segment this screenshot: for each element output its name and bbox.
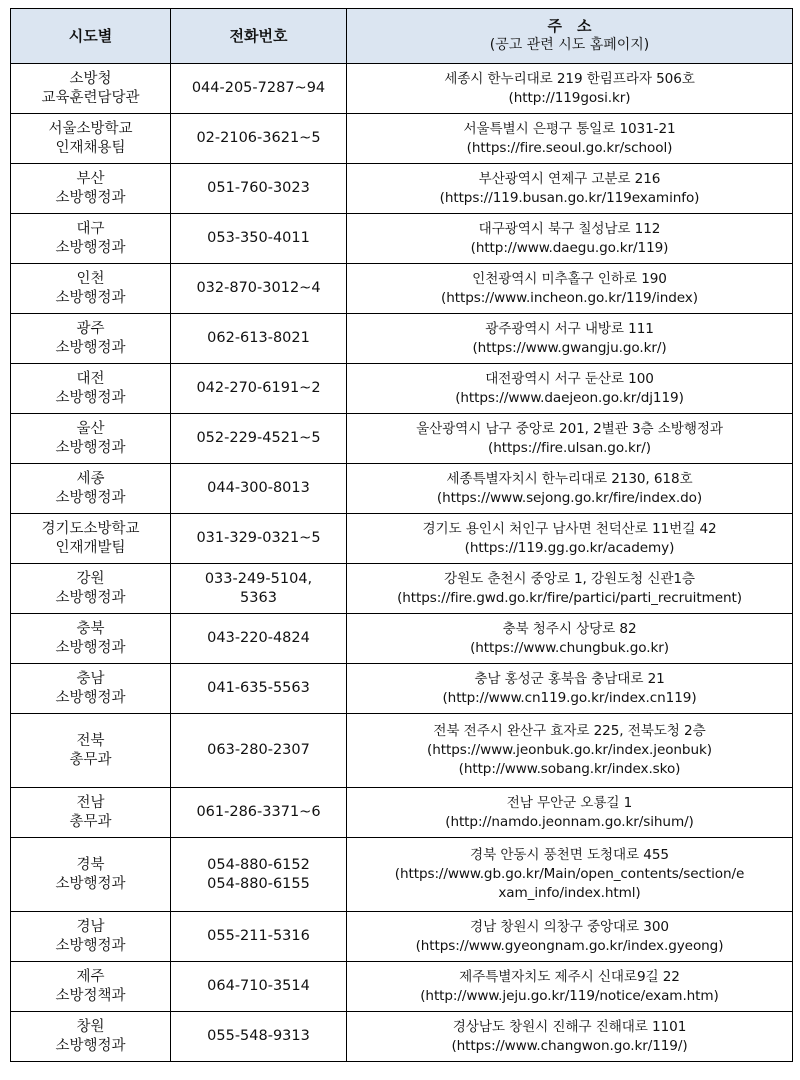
phone-cell-line: 031-329-0321~5 [196, 530, 321, 546]
table-row [11, 838, 793, 912]
phone-cell [171, 912, 347, 962]
region-cell-line: 소방청 [69, 70, 112, 87]
address-cell-line: 경기도 용인시 처인구 남사면 천덕산로 11번길 42 [422, 520, 717, 537]
region-cell-line: 창원 [76, 1018, 105, 1035]
address-cell-line[interactable]: xam_info/index.html) [498, 885, 641, 901]
phone-cell [171, 714, 347, 788]
region-cell-line: 울산 [76, 420, 105, 437]
address-cell-line[interactable]: (http://www.daegu.go.kr/119) [470, 239, 669, 256]
table-row [11, 514, 793, 564]
phone-cell [171, 838, 347, 912]
header-phone: 전화번호 [171, 9, 347, 64]
phone-cell [171, 114, 347, 164]
address-cell [347, 838, 793, 912]
address-cell-line: 서울특별시 은평구 통일로 1031-21 [463, 120, 676, 137]
region-cell-line: 소방행정과 [55, 689, 126, 706]
address-cell-line[interactable]: (https://www.gyeongnam.go.kr/index.gyeong) [415, 937, 724, 954]
address-cell [347, 1012, 793, 1062]
table-row [11, 414, 793, 464]
phone-cell-line: 042-270-6191~2 [196, 380, 321, 396]
phone-cell [171, 414, 347, 464]
region-cell [11, 64, 171, 114]
address-cell-line[interactable]: (http://www.jeju.go.kr/119/notice/exam.htm) [420, 987, 719, 1004]
phone-cell-line: 063-280-2307 [207, 742, 310, 758]
address-cell-line: 전남 무안군 오룡길 1 [506, 794, 633, 811]
region-cell [11, 614, 171, 664]
phone-cell-line: 061-286-3371~6 [196, 804, 321, 820]
region-cell-line: 인재개발팀 [55, 539, 126, 556]
region-cell-line: 전남 [76, 794, 105, 811]
table-row [11, 564, 793, 614]
region-cell-line: 총무과 [69, 751, 112, 768]
region-cell-line: 소방행정과 [55, 489, 126, 506]
address-cell-line: 전북 전주시 완산구 효자로 225, 전북도청 2층 [433, 723, 706, 739]
region-cell [11, 1012, 171, 1062]
region-cell [11, 114, 171, 164]
region-cell-line: 충남 [76, 670, 105, 687]
region-cell-line: 인재채용팀 [55, 139, 126, 156]
region-cell-line: 제주 [76, 968, 105, 985]
region-cell-line: 경기도소방학교 [41, 520, 140, 537]
region-cell-line: 대구 [76, 220, 105, 237]
region-cell-line: 경남 [76, 918, 105, 935]
region-cell-line: 부산 [76, 170, 105, 187]
phone-cell [171, 64, 347, 114]
address-cell-line[interactable]: (https://fire.seoul.go.kr/school) [466, 139, 673, 156]
address-cell-line[interactable]: (https://www.daejeon.go.kr/dj119) [455, 389, 684, 406]
phone-cell [171, 164, 347, 214]
address-cell-line[interactable]: (http://www.cn119.go.kr/index.cn119) [442, 689, 697, 706]
address-cell-line: 부산광역시 연제구 고분로 216 [478, 170, 661, 187]
address-cell-line[interactable]: (https://www.gb.go.kr/Main/open_contents/section/e [394, 866, 745, 882]
address-cell-line: 울산광역시 남구 중앙로 201, 2별관 3층 소방행정과 [416, 420, 723, 437]
phone-cell [171, 264, 347, 314]
region-cell-line: 전북 [76, 732, 105, 749]
address-cell-line[interactable]: (https://www.sejong.go.kr/fire/index.do) [436, 489, 703, 506]
address-cell-line: 경남 창원시 의창구 중앙대로 300 [470, 918, 669, 935]
address-cell-line: 대구광역시 북구 칠성남로 112 [478, 220, 661, 237]
address-cell-line: 충북 청주시 상당로 82 [502, 620, 637, 637]
address-cell [347, 962, 793, 1012]
phone-cell-line: 051-760-3023 [207, 180, 310, 196]
region-cell-line: 인천 [76, 270, 105, 287]
phone-cell [171, 564, 347, 614]
address-cell [347, 214, 793, 264]
address-cell-line[interactable]: (https://www.changwon.go.kr/119/) [451, 1037, 688, 1054]
phone-cell [171, 614, 347, 664]
region-cell [11, 264, 171, 314]
phone-cell [171, 364, 347, 414]
address-cell [347, 514, 793, 564]
address-cell-line[interactable]: (https://www.chungbuk.go.kr) [470, 639, 669, 656]
address-cell [347, 414, 793, 464]
region-cell-line: 강원 [76, 570, 105, 587]
phone-cell-line: 054-880-6152 [207, 856, 310, 873]
table-row [11, 164, 793, 214]
address-cell [347, 788, 793, 838]
address-cell-line: 강원도 춘천시 중앙로 1, 강원도청 신관1층 [444, 570, 695, 587]
address-cell-line[interactable]: (http://www.sobang.kr/index.sko) [458, 761, 681, 777]
header-region: 시도별 [11, 9, 171, 64]
table-header-row [11, 9, 793, 64]
region-cell [11, 714, 171, 788]
table-row [11, 314, 793, 364]
region-cell [11, 514, 171, 564]
address-cell-line: 광주광역시 서구 내방로 111 [485, 320, 654, 337]
address-cell-line[interactable]: (http://namdo.jeonnam.go.kr/sihum/) [445, 813, 694, 830]
address-cell-line: 경북 안동시 풍천면 도청대로 455 [470, 847, 669, 863]
address-cell-line: 인천광역시 미추홀구 인하로 190 [472, 270, 667, 287]
phone-cell-line: 054-880-6155 [207, 875, 310, 892]
contact-table-container [10, 8, 792, 1062]
address-cell [347, 464, 793, 514]
region-cell [11, 788, 171, 838]
phone-cell [171, 664, 347, 714]
address-cell-line: 세종특별자치시 한누리대로 2130, 618호 [446, 470, 693, 487]
table-row [11, 214, 793, 264]
phone-cell-line: 5363 [240, 589, 277, 606]
region-cell-line: 경북 [76, 856, 105, 873]
region-cell-line: 총무과 [69, 813, 112, 830]
address-cell [347, 564, 793, 614]
address-cell [347, 364, 793, 414]
phone-cell [171, 788, 347, 838]
table-row [11, 364, 793, 414]
region-cell [11, 838, 171, 912]
phone-cell [171, 314, 347, 364]
region-cell-line: 교육훈련담당관 [41, 89, 140, 106]
region-cell [11, 314, 171, 364]
region-cell-line: 광주 [76, 320, 105, 337]
region-cell-line: 소방행정과 [55, 875, 126, 892]
header-address [347, 9, 793, 64]
table-row [11, 114, 793, 164]
region-cell-line: 소방행정과 [55, 239, 126, 256]
region-cell-line: 소방행정과 [55, 189, 126, 206]
region-cell-line: 소방행정과 [55, 289, 126, 306]
address-cell [347, 114, 793, 164]
phone-cell-line: 055-211-5316 [207, 928, 310, 944]
phone-cell [171, 962, 347, 1012]
phone-cell [171, 464, 347, 514]
address-cell-line: 경상남도 창원시 진해구 진해대로 1101 [452, 1018, 687, 1035]
phone-cell-line: 055-548-9313 [207, 1028, 310, 1044]
table-row [11, 714, 793, 788]
region-cell-line: 서울소방학교 [48, 120, 133, 137]
region-cell-line: 충북 [76, 620, 105, 637]
address-cell-line[interactable]: (https://www.jeonbuk.go.kr/index.jeonbuk) [427, 742, 712, 758]
header-address-title: 주 소 [547, 17, 592, 35]
address-cell [347, 614, 793, 664]
table-body [11, 64, 793, 1062]
address-cell-line: 충남 홍성군 홍북읍 충남대로 21 [474, 670, 665, 687]
address-cell-line[interactable]: (https://fire.ulsan.go.kr/) [488, 439, 651, 456]
region-cell-line: 소방행정과 [55, 1037, 126, 1054]
phone-cell-line: 041-635-5563 [207, 680, 310, 696]
region-cell [11, 962, 171, 1012]
region-cell-line: 소방정책과 [55, 987, 126, 1004]
region-cell [11, 664, 171, 714]
table-row [11, 962, 793, 1012]
address-cell [347, 64, 793, 114]
region-cell-line: 소방행정과 [55, 389, 126, 406]
address-cell [347, 314, 793, 364]
region-cell-line: 소방행정과 [55, 639, 126, 656]
table-row [11, 788, 793, 838]
address-cell-line: 제주특별자치도 제주시 신대로9길 22 [459, 968, 680, 985]
table-row [11, 264, 793, 314]
phone-cell-line: 033-249-5104, [204, 570, 313, 587]
address-cell-line[interactable]: (https://119.busan.go.kr/119examinfo) [439, 189, 700, 206]
region-cell-line: 대전 [76, 370, 105, 387]
header-address-subtitle: (공고 관련 시도 홈페이지) [489, 37, 650, 53]
address-cell-line[interactable]: (https://www.gwangju.go.kr/) [472, 339, 667, 356]
phone-cell-line: 053-350-4011 [207, 230, 310, 246]
address-cell [347, 664, 793, 714]
address-cell [347, 164, 793, 214]
table-row [11, 912, 793, 962]
table-row [11, 64, 793, 114]
phone-cell [171, 514, 347, 564]
phone-cell [171, 214, 347, 264]
region-cell [11, 214, 171, 264]
address-cell-line: 세종시 한누리대로 219 한림프라자 506호 [444, 70, 695, 87]
phone-cell-line: 052-229-4521~5 [196, 430, 321, 446]
table-row [11, 614, 793, 664]
region-cell-line: 세종 [76, 470, 105, 487]
phone-cell-line: 044-300-8013 [207, 480, 310, 496]
phone-cell-line: 043-220-4824 [207, 630, 310, 646]
region-cell-line: 소방행정과 [55, 339, 126, 356]
region-cell [11, 464, 171, 514]
region-cell [11, 364, 171, 414]
address-cell-line: 대전광역시 서구 둔산로 100 [485, 370, 654, 387]
table-row [11, 664, 793, 714]
region-cell [11, 564, 171, 614]
region-cell-line: 소방행정과 [55, 589, 126, 606]
address-cell-line[interactable]: (http://119gosi.kr) [508, 89, 631, 106]
phone-cell-line: 032-870-3012~4 [196, 280, 321, 296]
address-cell [347, 714, 793, 788]
phone-cell-line: 062-613-8021 [207, 330, 310, 346]
phone-cell [171, 1012, 347, 1062]
region-cell-line: 소방행정과 [55, 439, 126, 456]
phone-cell-line: 044-205-7287~94 [191, 80, 326, 96]
phone-cell-line: 064-710-3514 [207, 978, 310, 994]
table-row [11, 1012, 793, 1062]
region-cell [11, 912, 171, 962]
table-row [11, 464, 793, 514]
fire-department-contact-table [10, 8, 793, 1062]
region-cell-line: 소방행정과 [55, 937, 126, 954]
region-cell [11, 414, 171, 464]
address-cell-line[interactable]: (https://fire.gwd.go.kr/fire/partici/parti_recruitment) [397, 589, 742, 606]
phone-cell-line: 02-2106-3621~5 [196, 130, 321, 146]
region-cell [11, 164, 171, 214]
address-cell-line[interactable]: (https://119.gg.go.kr/academy) [464, 539, 675, 556]
address-cell-line[interactable]: (https://www.incheon.go.kr/119/index) [441, 289, 698, 306]
address-cell [347, 264, 793, 314]
address-cell [347, 912, 793, 962]
